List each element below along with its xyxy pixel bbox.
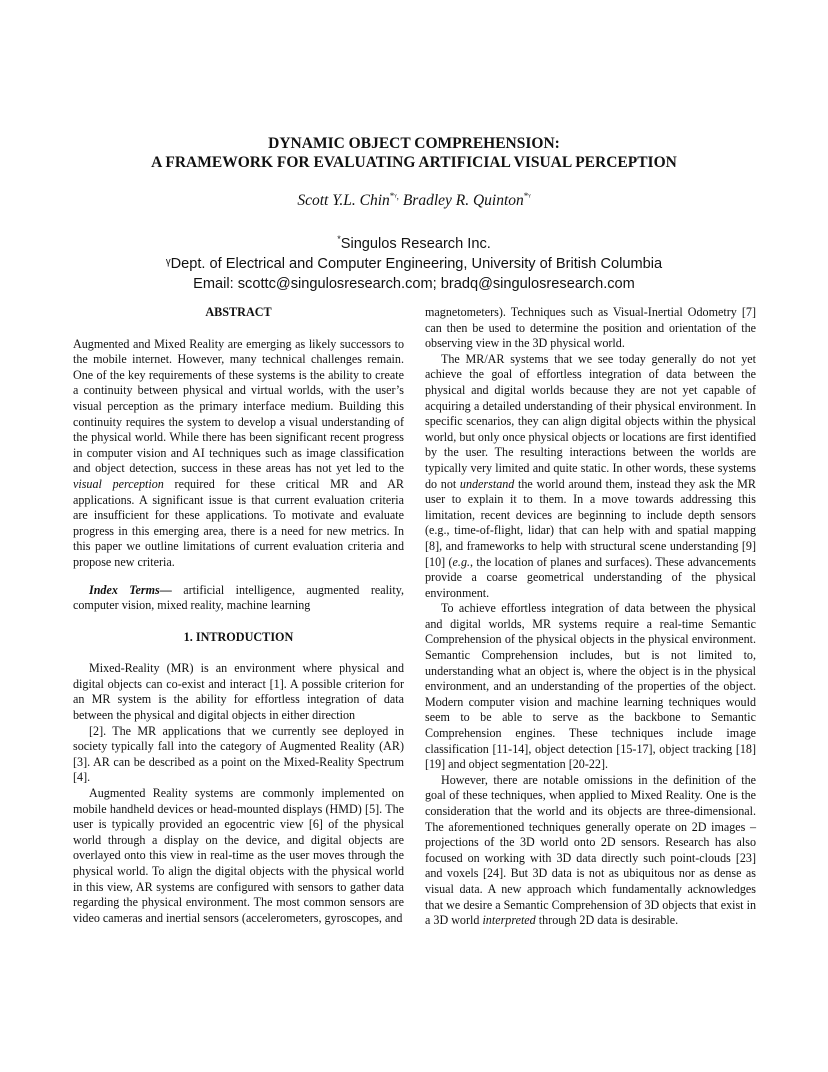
- affiliation-line-1: [0, 229, 828, 254]
- intro-paragraph-6-text-2: through 2D data is desirable.: [535, 913, 679, 928]
- left-column: [73, 305, 404, 926]
- paper-title: [0, 134, 828, 172]
- paper-title-line-1: DYNAMIC OBJECT COMPREHENSION:: [268, 135, 560, 152]
- author-1-name: Scott Y.L. Chin: [297, 192, 390, 209]
- abstract-emphasis: visual perception: [73, 476, 164, 491]
- intro-paragraph-5: To achieve effortless integration of data between the physical and digital worlds, MR systems require a real-time Semantic Comprehension of the physical objects in the physical environment. Semantic Comprehension includes, but is not limited to, understanding what an object is, where the object is in the physical environment, and an understanding of the properties of the object. Modern computer vision and machine learning techniques would seem to be able to serve as the backbone to Semantic Comprehension engines. These techniques include image classification [11-14], object detection [15-17], object tracking [18][19] and object segmentation [20-22].: [425, 601, 756, 772]
- index-terms-text: artificial intelligence, augmented reality, computer vision, mixed reality, machine learning: [73, 582, 404, 613]
- intro-paragraph-2: [2]. The MR applications that we currently see deployed in society typically fall into the category of Augmented Reality (AR) [3]. AR can be described as a point on the Mixed-Reality Spectrum [4].: [73, 723, 404, 785]
- abstract-text-2: required for these critical MR and AR applications. A significant issue is that current evaluation criteria are insufficient for these applications. To motivate and evaluate progress in this emerging area, there is a need for new metrics. In this paper we outline limitations of current evaluation criteria and propose new criteria.: [73, 476, 404, 569]
- affiliation-block: [0, 229, 828, 294]
- intro-paragraph-4-emphasis: understand: [459, 476, 515, 491]
- intro-paragraph-4-text-1: The MR/AR systems that we see today generally do not yet achieve the goal of effortless integration of data between the physical and digital worlds because they are not yet capable of acquiring a detailed understanding of their physical environment. In specific scenarios, they can align digital objects within the physical world, but only once physical objects or locations are first identified by the user. The resulting interactions between the worlds are typically very limited and quite static. In other words, these systems do not: [425, 351, 756, 491]
- author-list: [0, 191, 828, 210]
- spacer: [73, 571, 404, 583]
- intro-paragraph-6: [425, 773, 756, 929]
- index-terms-label: Index Terms—: [89, 582, 172, 597]
- abstract-body: [73, 337, 404, 571]
- intro-paragraph-4-text-3: , the location of planes and surfaces). These advancements provide a coarse geometrical understanding of the physical environment.: [425, 554, 756, 600]
- introduction-heading: 1. INTRODUCTION: [183, 629, 294, 644]
- index-terms: [73, 583, 404, 614]
- affiliation-2-mark: ᵞ: [165, 256, 171, 272]
- abstract-heading: ABSTRACT: [205, 305, 272, 319]
- author-1-affiliation-marks: *ᵞ,: [389, 191, 399, 201]
- author-2-name: Bradley R. Quinton: [402, 192, 524, 209]
- intro-paragraph-6-emphasis: interpreted: [482, 913, 536, 928]
- author-2-affiliation-marks: *ᵞ: [523, 191, 531, 201]
- abstract-text-1: Augmented and Mixed Reality are emerging as likely successors to the mobile internet. However, many technical challenges remain. One of the key requirements of these systems is the ability to create a continuity between physical and virtual worlds, with the user’s visual perception as the primary interface medium. Building this continuity requires the system to develop a visual understanding of the physical world. While there has been significant recent progress in computer vision and AI techniques such as image classification and object detection, success in these areas has not yet led to the: [73, 336, 404, 476]
- intro-paragraph-4: [425, 352, 756, 602]
- intro-paragraph-6-text-1: However, there are notable omissions in the definition of the goal of these techniques, when applied to Mixed Reality. One is the consideration that the world and its objects are three-dimensional. The aforementioned techniques generally operate on 2D images – projections of the 3D world onto 2D sensors. Research has also focused on working with 3D data directly such point-clouds [23] and voxels [24]. But 3D data is not as ubiquitous nor as dense as visual data. A new approach which fundamentally acknowledges that we desire a Semantic Comprehension of 3D objects that exist in a 3D world: [425, 772, 756, 928]
- affiliation-2-text: Dept. of Electrical and Computer Engineering, University of British Columbia: [170, 256, 663, 272]
- intro-paragraph-1: Mixed-Reality (MR) is an environment where physical and digital objects can co-exist and interact [1]. A possible criterion for an MR system is the ability for effortless integration of data between the physical and digital objects in either direction: [73, 661, 404, 723]
- intro-paragraph-3-continued: magnetometers). Techniques such as Visual-Inertial Odometry [7] can then be used to determine the position and orientation of the observing view in the 3D physical world.: [425, 305, 756, 351]
- intro-paragraph-4-eg: e.g.: [452, 554, 471, 569]
- right-column: [425, 305, 756, 929]
- intro-paragraph-3: Augmented Reality systems are commonly implemented on mobile handheld devices or head-mounted displays (HMD) [5]. The user is typically provided an egocentric view [6] of the physical world through a display on the device, and digital objects are overlayed onto this view in real-time as the user moves through the physical world. To align the digital objects with the physical world in this view, AR systems are configured with sensors to gather data regarding the physical environment. The most common sensors are video cameras and inertial sensors (accelerometers, gyroscopes, and: [73, 786, 404, 925]
- affiliation-1-mark: *: [337, 234, 341, 244]
- intro-paragraph-4-text-2: the world around them, instead they ask the MR user to explain it to them. In a move towards addressing this limitation, recent devices are beginning to include depth sensors (e.g., time-of-flight, lidar) that can help with and spatial mapping [8], and frameworks to help with structural scene understanding [9][10] (: [425, 476, 756, 569]
- affiliation-line-2: [0, 254, 828, 274]
- email-line: Email: scottc@singulosresearch.com; bradq@singulosresearch.com: [193, 276, 635, 292]
- affiliation-1-text: Singulos Research Inc.: [340, 236, 491, 252]
- paper-title-line-2: A FRAMEWORK FOR EVALUATING ARTIFICIAL VISUAL PERCEPTION: [151, 154, 677, 171]
